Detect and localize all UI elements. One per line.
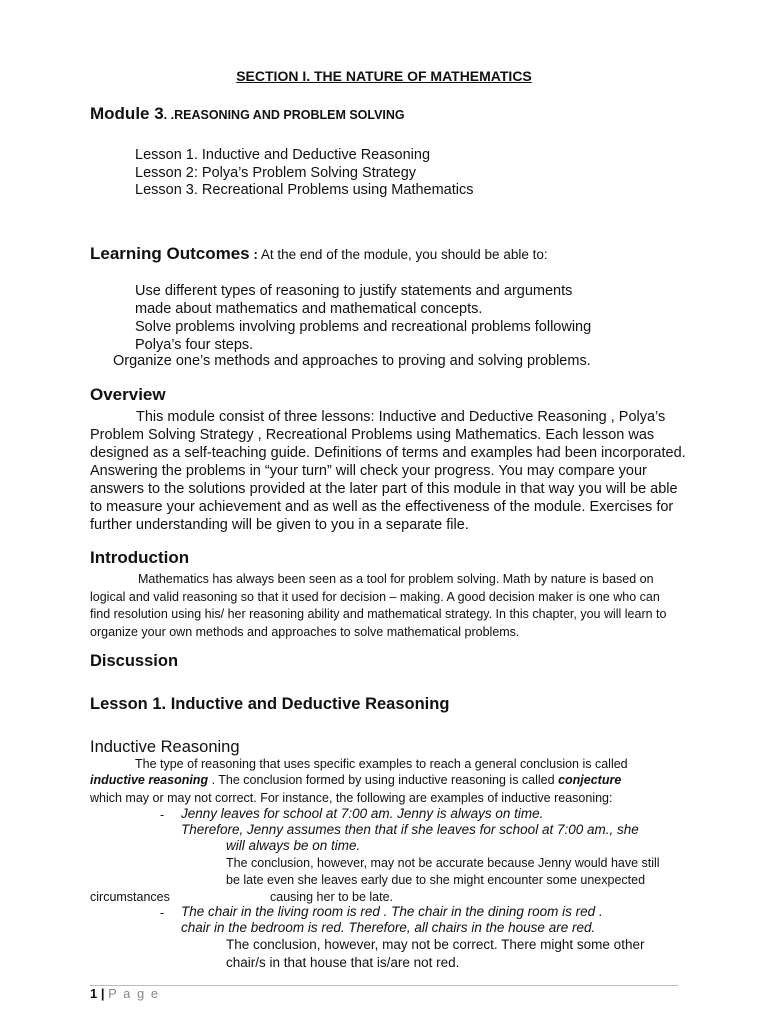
section-title: SECTION I. THE NATURE OF MATHEMATICS <box>236 68 532 84</box>
inductive-line: The type of reasoning that uses specific examples to reach a general conclusion is called <box>135 757 628 771</box>
outcome-line: Organize one’s methods and approaches to proving and solving problems. <box>113 353 591 369</box>
example-line: The conclusion, however, may not be accurate because Jenny would have still <box>226 856 660 870</box>
example-line: be late even she leaves early due to she might encounter some unexpected <box>226 873 646 887</box>
inductive-heading: Inductive Reasoning <box>90 738 240 756</box>
example-line: The chair in the living room is red . The chair in the dining room is red . <box>181 904 603 919</box>
introduction-paragraph: Mathematics has always been seen as a tool for problem solving. Math by nature is based on logical and valid reasoning so that it used for decision – making. A good decision maker is one who can find resolution using his/ her reasoning ability and mathematical strategy. In this chapter, you will learn to organize your own methods and approaches to solve mathematical problems. <box>90 572 667 639</box>
learning-outcomes-lead: At the end of the module, you should be able to: <box>257 247 548 262</box>
inductive-line: which may or may not correct. For instance, the following are examples of inductive reasoning: <box>90 791 613 805</box>
module-title: REASONING AND PROBLEM SOLVING <box>174 108 405 122</box>
lesson-item: Lesson 2: Polya’s Problem Solving Strategy <box>135 164 417 181</box>
learning-outcomes-colon: : <box>249 247 258 262</box>
lesson-item: Lesson 1. Inductive and Deductive Reasoning <box>135 147 431 163</box>
module-heading <box>90 104 405 124</box>
bullet-dash: - <box>160 808 165 822</box>
bullet-dash: - <box>160 906 165 920</box>
overview-paragraph: This module consist of three lessons: Inductive and Deductive Reasoning , Polya’s Problem Solving Strategy , Recreational Problems using Mathematics. Each lesson was designed as a self-teaching guide. Definitions of terms and examples had been incorporated. Answering the problems in “your turn” will check your progress. You may compare your answers to the solutions provided at the later part of this module in that way you will be able to measure your achievement and as well as the effectiveness of the module. Exercises for further understanding will be given to you in a separate file. <box>90 409 686 533</box>
footer-divider <box>90 985 678 986</box>
example-line: will always be on time. <box>226 838 361 853</box>
example-line: causing her to be late. <box>270 890 393 904</box>
page-number: 1 <box>90 986 98 1001</box>
page-label: P a g e <box>108 986 160 1001</box>
example-line: chair/s in that house that is/are not red. <box>226 955 460 970</box>
example-line: Jenny leaves for school at 7:00 am. Jenny is always on time. <box>181 806 544 821</box>
overview-heading: Overview <box>90 385 166 404</box>
outcome-list <box>135 282 591 354</box>
module-label: Module 3 <box>90 104 164 123</box>
introduction-heading: Introduction <box>90 548 190 567</box>
term-inductive-reasoning: inductive reasoning <box>90 773 209 787</box>
learning-outcomes-heading <box>90 244 548 264</box>
discussion-heading: Discussion <box>90 652 179 670</box>
lesson-list <box>135 147 474 200</box>
outcome-line: Solve problems involving problems and recreational problems following <box>135 319 592 335</box>
example-line: circumstances <box>90 890 170 904</box>
example-line: chair in the bedroom is red. Therefore, all chairs in the house are red. <box>181 920 596 935</box>
term-conjecture: conjecture <box>558 773 622 787</box>
outcome-line: Use different types of reasoning to justify statements and arguments <box>135 283 573 299</box>
page-footer <box>90 986 160 1001</box>
example-line: The conclusion, however, may not be correct. There might some other <box>226 937 645 952</box>
module-dots: . . <box>163 108 175 122</box>
lesson-item: Lesson 3. Recreational Problems using Mathematics <box>135 182 474 198</box>
outcome-line: Polya’s four steps. <box>135 337 254 353</box>
example-line: Therefore, Jenny assumes then that if she leaves for school at 7:00 am., she <box>181 822 639 837</box>
inductive-line: inductive reasoning . The conclusion formed by using inductive reasoning is called conjecture <box>90 773 622 787</box>
lesson1-heading: Lesson 1. Inductive and Deductive Reasoning <box>90 695 450 713</box>
footer-separator: | <box>97 986 109 1001</box>
learning-outcomes-label: Learning Outcomes <box>90 244 250 263</box>
outcome-line: made about mathematics and mathematical concepts. <box>135 301 483 317</box>
